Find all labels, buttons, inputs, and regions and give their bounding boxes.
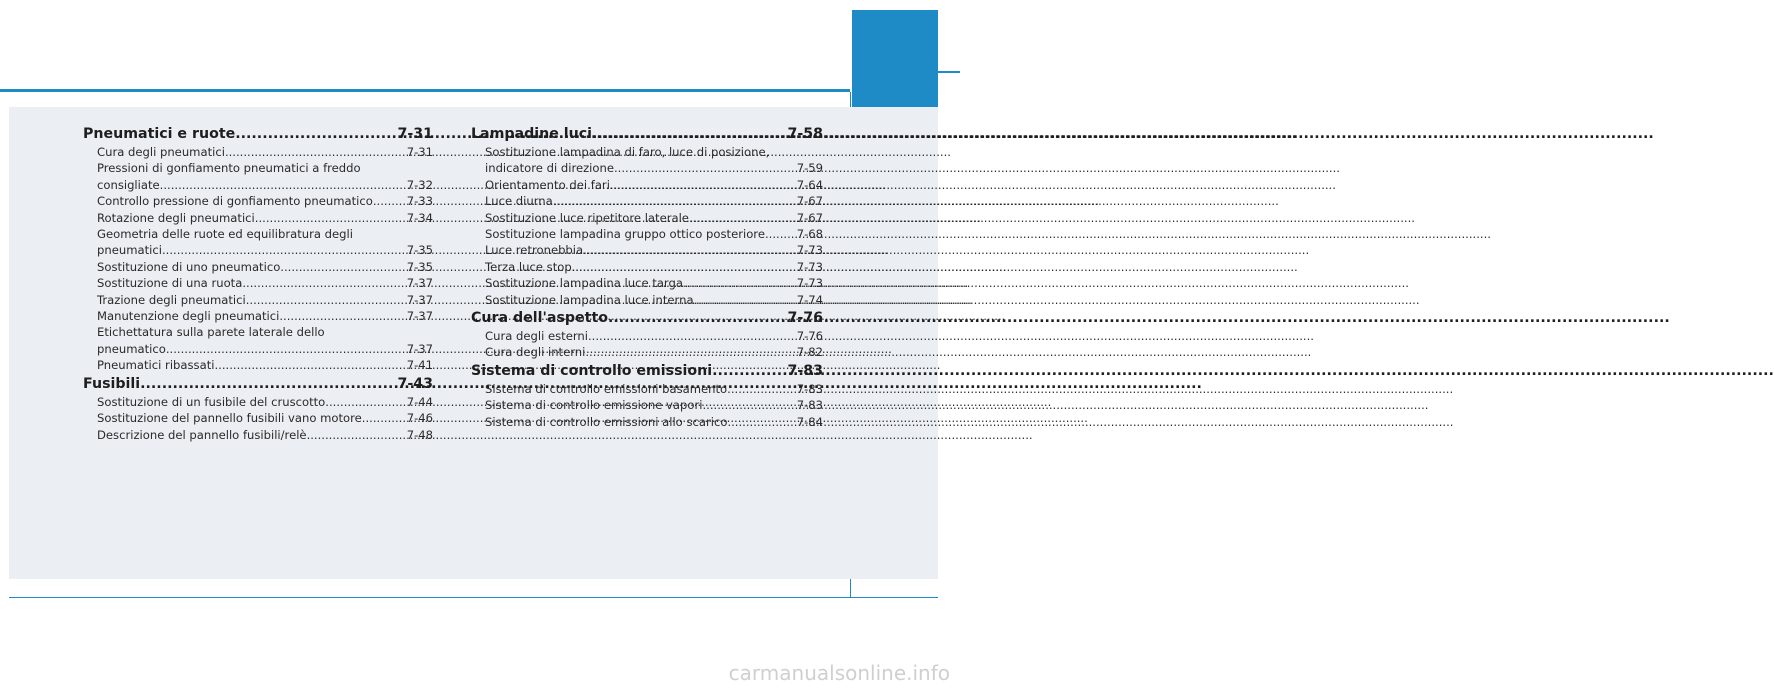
entry-title: Cura degli esterni bbox=[485, 329, 588, 344]
chapter-tab bbox=[852, 10, 938, 107]
entry-title: Luce diurna bbox=[485, 194, 553, 209]
dot-leader bbox=[246, 292, 407, 308]
page-number: 7-67 bbox=[796, 210, 823, 225]
entry-title: Pneumatici e ruote bbox=[83, 126, 236, 142]
dot-leader bbox=[614, 160, 797, 176]
dot-leader bbox=[280, 259, 406, 275]
page-number: 7-59 bbox=[796, 161, 823, 176]
toc-entry-line: Sostituzione lampadina di faro, luce di posizione, bbox=[485, 145, 770, 159]
toc-section-cura-dell-aspetto[interactable] bbox=[471, 308, 823, 328]
dot-leader bbox=[712, 361, 787, 381]
toc-entry[interactable] bbox=[471, 193, 823, 209]
page-number: 7-37 bbox=[406, 309, 433, 324]
dot-leader bbox=[585, 344, 796, 360]
toc-entry[interactable] bbox=[471, 328, 823, 344]
dot-leader bbox=[592, 124, 787, 144]
entry-title: Sostituzione lampadina luce interna bbox=[485, 292, 694, 307]
toc-section-sistema-di-controllo-emissioni[interactable] bbox=[471, 361, 823, 381]
toc-section-fusibili[interactable] bbox=[83, 374, 433, 394]
page-number: 7-33 bbox=[406, 194, 433, 209]
dot-leader bbox=[279, 308, 406, 324]
page-number: 7-73 bbox=[796, 276, 823, 291]
dot-leader bbox=[166, 341, 407, 357]
entry-title: Sostituzione lampadina gruppo ottico posteriore bbox=[485, 227, 765, 242]
page-number: 7-46 bbox=[406, 411, 433, 426]
toc-section-lampadine-luci[interactable] bbox=[471, 124, 823, 144]
page-number: 7-34 bbox=[406, 210, 433, 225]
toc-entry[interactable] bbox=[83, 275, 433, 291]
entry-title: Sistema di controllo emissioni basamento bbox=[485, 381, 728, 396]
entry-title: Sistema di controllo emissione vapori bbox=[485, 398, 703, 413]
entry-title: Sistema di controllo emissioni allo scarico bbox=[485, 414, 728, 429]
page-number: 7-84 bbox=[796, 414, 823, 429]
toc-entry[interactable] bbox=[83, 144, 433, 160]
dot-leader bbox=[553, 193, 797, 209]
entry-title: consigliate bbox=[97, 177, 160, 192]
entry-title: Lampadine luci bbox=[471, 126, 593, 142]
toc-entry[interactable] bbox=[471, 210, 823, 226]
page-number: 7-31 bbox=[406, 145, 433, 159]
toc-entry[interactable] bbox=[471, 414, 823, 430]
toc-entry[interactable] bbox=[83, 410, 433, 426]
dot-leader bbox=[702, 397, 796, 413]
toc-entry[interactable] bbox=[83, 210, 433, 226]
watermark: carmanualsonline.info bbox=[728, 661, 950, 685]
toc-entry[interactable] bbox=[471, 177, 823, 193]
toc-entry[interactable] bbox=[83, 341, 433, 357]
header-rule bbox=[0, 89, 850, 92]
entry-title: Terza luce stop bbox=[485, 259, 572, 274]
page-number: 7-83 bbox=[796, 398, 823, 413]
toc-entry[interactable] bbox=[471, 275, 823, 291]
toc-entry-line: Etichettatura sulla parete laterale dello bbox=[97, 325, 325, 340]
entry-title: indicatore di direzione bbox=[485, 161, 614, 176]
page-number: 7-44 bbox=[406, 394, 433, 409]
footer-rule bbox=[9, 597, 938, 598]
page-number: 7-73 bbox=[796, 243, 823, 258]
toc-entry[interactable] bbox=[83, 177, 433, 193]
dot-leader bbox=[235, 124, 397, 144]
dot-leader bbox=[307, 427, 407, 443]
dot-leader bbox=[727, 414, 796, 430]
toc-entry[interactable] bbox=[471, 344, 823, 360]
dot-leader bbox=[765, 226, 797, 242]
toc-entry[interactable] bbox=[471, 226, 823, 242]
entry-title: Manutenzione degli pneumatici bbox=[97, 309, 280, 324]
dot-leader bbox=[608, 308, 788, 328]
toc-entry[interactable] bbox=[83, 259, 433, 275]
dot-leader bbox=[225, 144, 407, 160]
toc-entry[interactable] bbox=[471, 160, 823, 176]
dot-leader bbox=[683, 275, 797, 291]
dot-leader bbox=[572, 259, 797, 275]
toc-entry[interactable] bbox=[471, 381, 823, 397]
entry-title: Rotazione degli pneumatici bbox=[97, 210, 255, 225]
entry-title: Fusibili bbox=[83, 375, 141, 392]
chapter-tab-line bbox=[938, 71, 960, 73]
entry-title: Cura degli interni bbox=[485, 345, 586, 360]
dot-leader bbox=[255, 210, 407, 226]
entry-title: Sostituzione di uno pneumatico bbox=[97, 259, 281, 274]
entry-title: Pneumatici ribassati bbox=[97, 358, 215, 373]
entry-title: Luce retronebbia bbox=[485, 243, 584, 258]
toc-entry[interactable] bbox=[83, 308, 433, 324]
entry-title: Sostituzione lampadina luce targa bbox=[485, 276, 683, 291]
page-number: 7-48 bbox=[406, 427, 433, 442]
page-number: 7-37 bbox=[406, 276, 433, 291]
page-number: 7-37 bbox=[406, 292, 433, 307]
dot-leader bbox=[325, 394, 406, 410]
toc-entry[interactable] bbox=[83, 394, 433, 410]
entry-title: Trazione degli pneumatici bbox=[97, 292, 246, 307]
dot-leader bbox=[140, 374, 397, 394]
page-number: 7-83 bbox=[787, 362, 823, 379]
page-number: 7-67 bbox=[796, 194, 823, 209]
dot-leader bbox=[610, 177, 797, 193]
entry-title: Cura degli pneumatici bbox=[97, 145, 225, 159]
toc-entry[interactable] bbox=[471, 292, 823, 308]
toc-column-right bbox=[471, 124, 823, 430]
page-number: 7-31 bbox=[397, 126, 433, 142]
dot-leader bbox=[583, 242, 797, 258]
dot-leader bbox=[160, 177, 407, 193]
entry-title: Sostituzione luce ripetitore laterale bbox=[485, 210, 689, 225]
toc-entry[interactable] bbox=[471, 242, 823, 258]
entry-title: pneumatico bbox=[97, 341, 166, 356]
dot-leader bbox=[588, 328, 797, 344]
dot-leader bbox=[362, 410, 407, 426]
page-number: 7-68 bbox=[796, 227, 823, 242]
toc-entry[interactable] bbox=[83, 193, 433, 209]
entry-title: Orientamento dei fari bbox=[485, 177, 610, 192]
page-number: 7-73 bbox=[796, 259, 823, 274]
page-number: 7-76 bbox=[796, 329, 823, 344]
entry-title: Sostituzione del pannello fusibili vano motore bbox=[97, 411, 362, 426]
toc-entry[interactable] bbox=[471, 397, 823, 413]
page-number: 7-43 bbox=[397, 375, 433, 392]
toc-entry-line: Pressioni di gonfiamento pneumatici a freddo bbox=[97, 161, 361, 176]
entry-title: Sistema di controllo emissioni bbox=[471, 362, 713, 379]
dot-leader bbox=[162, 242, 407, 258]
toc-entry[interactable] bbox=[471, 259, 823, 275]
page-number: 7-74 bbox=[796, 292, 823, 307]
toc-entry-line: Geometria delle ruote ed equilibratura degli bbox=[97, 227, 353, 242]
toc-entry[interactable] bbox=[83, 357, 433, 373]
toc-entry[interactable] bbox=[83, 427, 433, 443]
entry-title: Descrizione del pannello fusibili/relè bbox=[97, 427, 307, 442]
toc-section-pneumatici-e-ruote[interactable] bbox=[83, 124, 433, 144]
entry-title: Sostituzione di una ruota bbox=[97, 276, 243, 291]
page-number: 7-41 bbox=[406, 358, 433, 373]
dot-leader bbox=[694, 292, 797, 308]
page-number: 7-35 bbox=[406, 259, 433, 274]
page-number: 7-76 bbox=[787, 310, 823, 327]
page-number: 7-83 bbox=[796, 381, 823, 396]
dot-leader bbox=[689, 210, 797, 226]
toc-column-left bbox=[83, 124, 433, 443]
dot-leader bbox=[727, 381, 797, 397]
dot-leader bbox=[214, 357, 406, 373]
entry-title: Cura dell'aspetto bbox=[471, 310, 608, 327]
toc-entry[interactable] bbox=[83, 292, 433, 308]
dot-leader bbox=[373, 193, 407, 209]
entry-title: Controllo pressione di gonfiamento pneumatico bbox=[97, 194, 373, 209]
dot-leader bbox=[242, 275, 406, 291]
page-number: 7-37 bbox=[406, 341, 433, 356]
toc-entry[interactable] bbox=[83, 242, 433, 258]
page-number: 7-82 bbox=[796, 345, 823, 360]
page-number: 7-64 bbox=[796, 177, 823, 192]
page-number: 7-32 bbox=[406, 177, 433, 192]
entry-title: Sostituzione di un fusibile del cruscotto bbox=[97, 394, 326, 409]
page-number: 7-58 bbox=[787, 126, 823, 142]
entry-title: pneumatici bbox=[97, 243, 162, 258]
page-number: 7-35 bbox=[406, 243, 433, 258]
